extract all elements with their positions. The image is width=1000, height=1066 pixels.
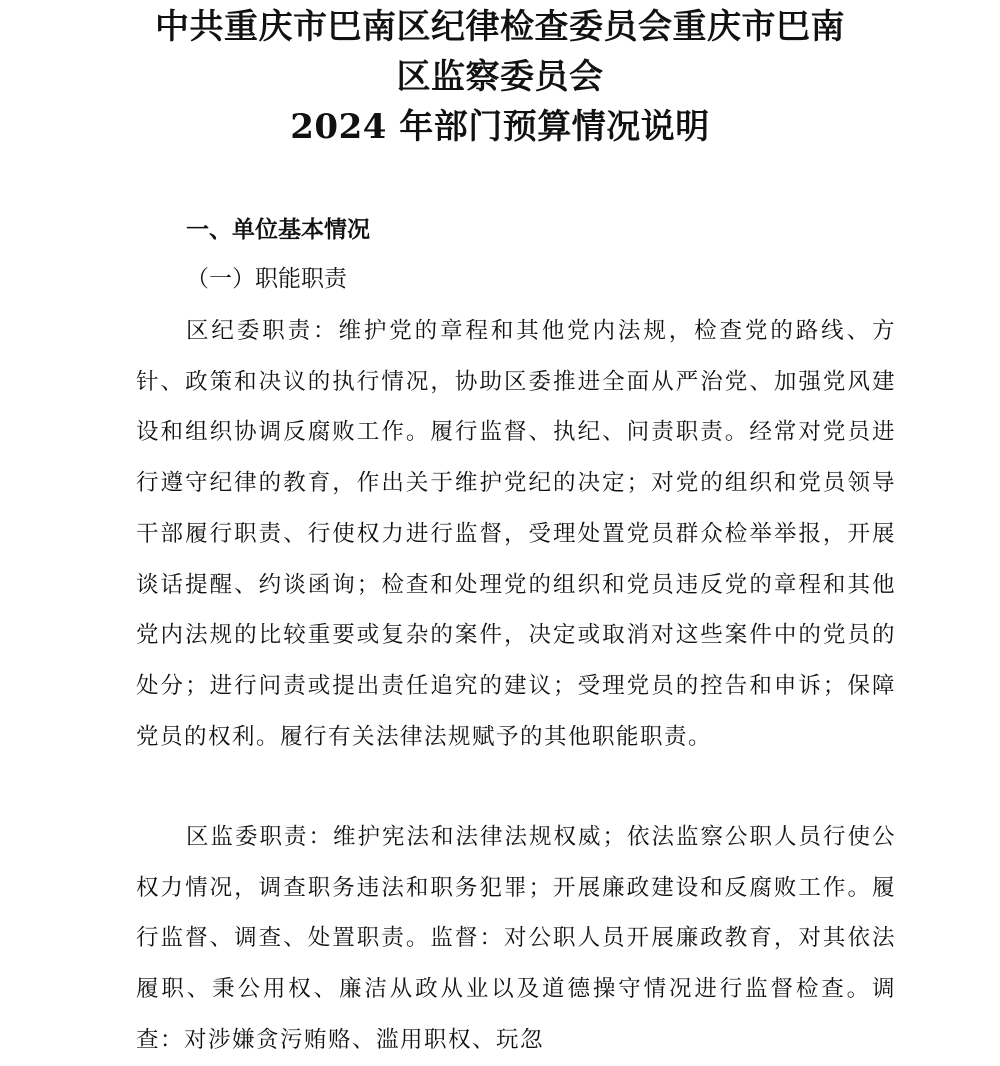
paragraph-district-supervision-duties: 区监委职责：维护宪法和法律法规权威；依法监察公职人员行使公权力情况，调查职务违法和职务犯罪；开展廉政建设和反腐败工作。履行监督、调查、处置职责。监督：对公职人员开展廉政教育，对其依法履职、秉公用权、廉洁从政从业以及道德操守情况进行监督检查。调查：对涉嫌贪污贿赂、滥用职权、玩忽 <box>136 824 896 1053</box>
section-heading-basic-info: 一、单位基本情况 <box>186 217 370 243</box>
paragraph-district-discipline-duties: 区纪委职责：维护党的章程和其他党内法规，检查党的路线、方针、政策和决议的执行情况，协助区委推进全面从严治党、加强党风建设和组织协调反腐败工作。履行监督、执纪、问责职责。经常对党员进行遵守纪律的教育，作出关于维护党纪的决定；对党的组织和党员领导干部履行职责、行使权力进行监督，受理处置党员群众检举举报，开展谈话提醒、约谈函询；检查和处理党的组织和党员违反党的章程和其他党内法规的比较重要或复杂的案件，决定或取消对这些案件中的党员的处分；进行问责或提出责任追究的建议；受理党员的控告和申诉；保障党员的权利。履行有关法律法规赋予的其他职能职责。 <box>136 318 896 750</box>
subsection-heading-functions: （一）职能职责 <box>186 266 347 292</box>
document-title-line-1: 中共重庆市巴南区纪律检查委员会重庆市巴南 <box>155 7 845 47</box>
document-title-line-2: 区监察委员会 <box>396 57 604 97</box>
document-title-line-3: 2024 年部门预算情况说明 <box>290 107 710 147</box>
